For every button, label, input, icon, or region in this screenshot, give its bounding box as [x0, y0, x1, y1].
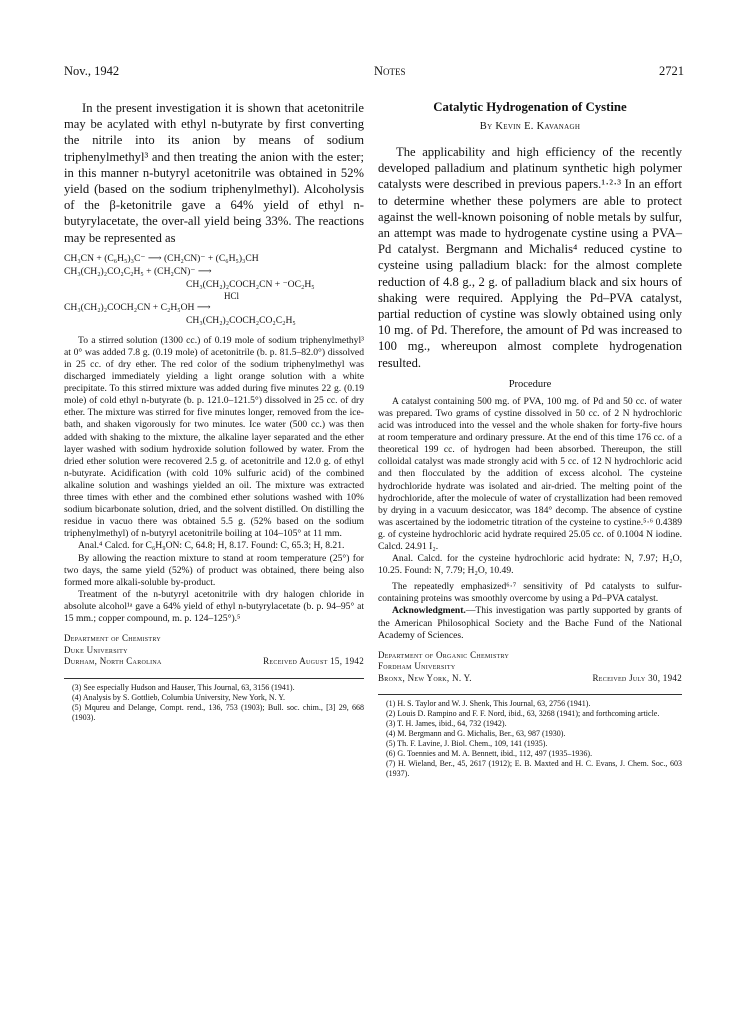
footnote: (3) T. H. James, ibid., 64, 732 (1942).: [386, 719, 507, 729]
acknowledgment-text: —This investigation was partly supported by grants of the American Philosophical Society and the Bache Fund of the National Academy of Sciences.: [378, 605, 682, 641]
footnote: (2) Louis D. Rampino and F. F. Nord, ibid., 63, 3268 (1941); and forthcoming article.: [386, 709, 660, 719]
footnote: (6) G. Toennies and M. A. Bennett, ibid., 112, 497 (1935–1936).: [386, 749, 593, 759]
right-intro-paragraph: The applicability and high efficiency of the recently developed palladium and platinum synthetic high polymer catalysts were described in previous papers.¹·²·³ In an effort to determine whether these polymers are able to protect against the well-known poisoning of noble metals by sulfur, an attempt was made to hydrogenate cystine using a PVA–Pd catalyst. Bergmann and Michalis⁴ reduced cystine to cysteine using palladium black: for the almost complete reduction of 4.8 g., 2 g. of palladium black and six hours of shaking were required. Applying the Pd–PVA catalyst, partial reduction of cystine was slowly obtained using only 10 mg. of Pd. Therefore, the amount of Pd was increased to 100 mg., whereupon almost complete hydrogenation resulted.: [378, 145, 682, 370]
left-address-block: [64, 633, 364, 668]
footnote: (1) H. S. Taylor and W. J. Shenk, This Journal, 63, 2756 (1941).: [386, 699, 591, 709]
left-intro-paragraph: In the present investigation it is shown that acetonitrile may be acylated with ethyl n-butyrate by first converting the nitrile into its anion by means of sodium triphenylmethyl³ and then treating the anion with the ester; in this manner n-butyryl acetonitrile was obtained in 52% yield (based on the sodium triphenylmethyl). Alcoholysis of the β-ketonitrile gave a 64% yield of ethyl n-butyrylacetate, the over-all yield being 33%. The reactions may be represented as: [64, 101, 364, 245]
footnote: (7) H. Wieland, Ber., 45, 2617 (1912); E. B. Maxted and H. C. Evans, J. Chem. Soc., 603 (1937).: [386, 759, 682, 779]
address-line: Department of Organic Chemistry: [378, 649, 510, 660]
left-room-temp-paragraph: By allowing the reaction mixture to stand at room temperature (25°) for two days, the same yield (52%) of product was obtained, there being also formed more alkali-soluble by-product.: [64, 552, 364, 588]
reaction-equations: [64, 252, 364, 327]
running-date: Nov., 1942: [64, 64, 120, 78]
equation-line: CH₃(CH₂)₂COCH₂CN + C₂H₅OH ⟶: [64, 301, 211, 313]
address-line: Durham, North Carolina: [64, 656, 162, 667]
acknowledgment-paragraph: [378, 605, 682, 641]
right-address-block: [378, 650, 682, 685]
received-date: Received August 15, 1942: [263, 656, 364, 667]
right-sensitivity-paragraph: The repeatedly emphasized⁶·⁷ sensitivity of Pd catalysts to sulfur-containing proteins was smoothly overcome by using a Pd–PVA catalyst.: [378, 581, 682, 605]
footnote: (4) Analysis by S. Gottlieb, Columbia University, New York, N. Y.: [72, 692, 286, 702]
page-number: 2721: [659, 64, 684, 78]
left-procedure-paragraph: To a stirred solution (1300 cc.) of 0.19 mole of sodium triphenylmethyl³ at 0° was added 7.8 g. (0.19 mole) of acetonitrile (b. p. 81.5–82.0°) dissolved in 25 cc. of dry ether. The red color of the sodium triphenylmethyl was discharged immediately yielding a light orange solution with a white precipitate. To this stirred mixture was added during five minutes 22 g. (0.19 mole) of cold ethyl n-butyrate (b. p. 121.0–121.5°) dissolved in 25 cc. of dry ether. The mixture was stirred for five minutes longer, removed from the ice-bath, and shaken vigorously for two minutes. Ice water (500 cc.) was then added with shaking to the mixture, the alkaline layer separated and the ether layer washed with sodium hydroxide solution followed by water. From the dried ether solution were recovered 2.5 g. of acetonitrile and 12.0 g. of ethyl n-butyrate. Acidification (with cold 10% sulfuric acid) of the combined alkaline solution and washings yielded an oil. The mixture was extracted three times with ether and the combined ether solutions washed with 10% sodium bicarbonate solution, dried, and the solvent distilled. On distilling the residue in vacuo there was obtained 5.5 g. (52% based on the sodium triphenylmethyl) of n-butyryl acetonitrile boiling at 104–105° at 11 mm.: [64, 334, 364, 540]
acknowledgment-label: Acknowledgment.: [392, 605, 466, 617]
footnote-divider: [64, 678, 364, 679]
footnote-divider: [378, 694, 682, 695]
footnote: (5) Mqureu and Delange, Compt. rend., 136, 753 (1903); Bull. soc. chim., [3] 29, 668 (1903).: [72, 702, 364, 722]
equation-line: CH₃(CH₂)₂CO₂C₂H₅ + (CH₂CN)⁻ ⟶: [64, 265, 212, 277]
right-analysis: Anal. Calcd. for the cysteine hydrochloric acid hydrate: N, 7.97; H₂O, 10.25. Found: N, 7.79; H₂O, 10.49.: [378, 553, 682, 577]
footnote: (5) Th. F. Lavine, J. Biol. Chem., 109, 141 (1935).: [386, 739, 548, 749]
address-line: Fordham University: [378, 661, 456, 672]
address-line: Department of Chemistry: [64, 633, 161, 644]
equation-line: CH₃(CH₂)₂COCH₂CN + ⁻OC₂H₅: [186, 278, 315, 290]
left-analysis: Anal.⁴ Calcd. for C₆H₉ON: C, 64.8; H, 8.17. Found: C, 65.3; H, 8.21.: [78, 540, 345, 552]
article-title: Catalytic Hydrogenation of Cystine: [433, 100, 627, 114]
equation-line: CH₃CN + (C₆H₅)₃C⁻ ⟶ (CH₂CN)⁻ + (C₆H₅)₃CH: [64, 252, 259, 264]
equation-line: CH₃(CH₂)₂COCH₂CO₂C₂H₅: [186, 314, 296, 326]
article-byline: By Kevin E. Kavanagh: [479, 121, 581, 132]
address-line: Duke University: [64, 644, 128, 655]
footnote: (3) See especially Hudson and Hauser, This Journal, 63, 3156 (1941).: [72, 682, 295, 692]
left-treatment-paragraph: Treatment of the n-butyryl acetonitrile with dry halogen chloride in absolute alcohol¹ᵃ gave a 64% yield of ethyl n-butyrylacetate (b. p. 94–95° at 15 mm.; copper compound, m. p. 124–125°).⁵: [64, 588, 364, 624]
address-line: Bronx, New York, N. Y.: [378, 672, 472, 683]
footnote: (4) M. Bergmann and G. Michalis, Ber., 63, 987 (1930).: [386, 729, 566, 739]
right-procedure-paragraph: A catalyst containing 500 mg. of PVA, 100 mg. of Pd and 50 cc. of water was prepared. Two grams of cystine dissolved in 50 cc. of 2 N hydrochloric acid was introduced into the vessel and the whole shaken for forty-five hours at room temperature and ordinary pressure. At the end of this time 176 cc. of a theoretical 199 cc. of hydrogen had been absorbed. Thereupon, the still colloidal catalyst was made strongly acid with 5 cc. of 12 N hydrochloric acid and then flocculated by the addition of excess alcohol. The cysteine hydrochloride hydrate was isolated and air-dried. The melting point of the hydrochloride, after the molecule of water of crystallization had been removed by drying in a vacuum desiccator, was 184° decomp. The absence of cystine was ascertained by the iodometric titration of the cysteine to cystine.⁵·⁶ 0.4389 g. of cysteine hydrochloric acid hydrate required 25.05 cc. of 0.1004 N iodine. Calcd. 24.91 I₂.: [378, 395, 682, 552]
section-title: Notes: [374, 64, 406, 78]
equation-catalyst: HCl: [224, 290, 240, 301]
left-column: [64, 100, 364, 723]
procedure-heading: Procedure: [508, 378, 552, 390]
received-date: Received July 30, 1942: [592, 672, 682, 683]
right-column: [378, 100, 682, 779]
